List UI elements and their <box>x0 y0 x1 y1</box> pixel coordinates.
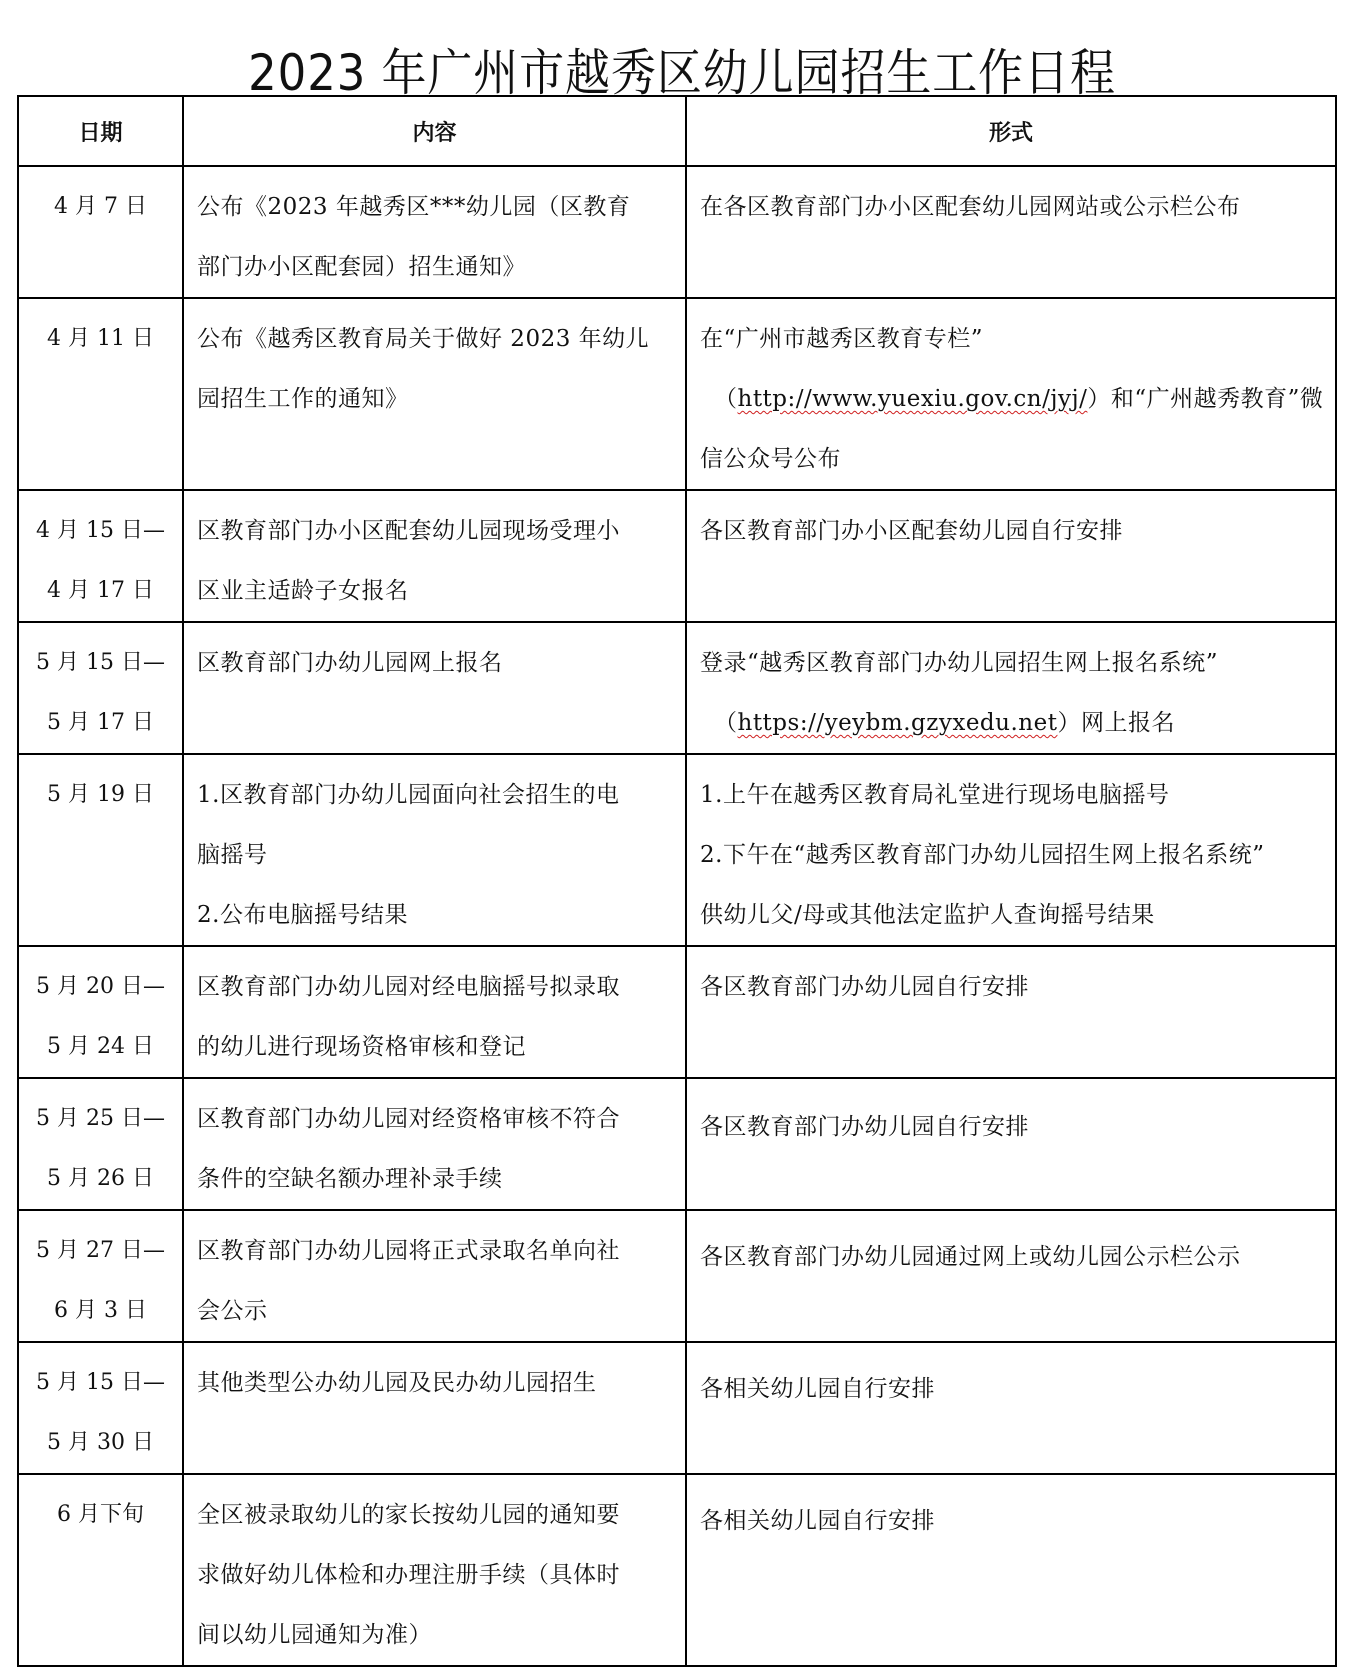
content-line: 区教育部门办幼儿园对经资格审核不符合 <box>197 1106 620 1132</box>
content-line: 部门办小区配套园）招生通知》 <box>197 254 526 280</box>
form-line: 1.上午在越秀区教育局礼堂进行现场电脑摇号 <box>700 782 1170 808</box>
table-row <box>18 1474 1336 1666</box>
content-line: 求做好幼儿体检和办理注册手续（具体时 <box>197 1562 620 1588</box>
form-line: 在各区教育部门办小区配套幼儿园网站或公示栏公布 <box>700 194 1241 220</box>
date-cell <box>18 1474 183 1666</box>
content-line: 2.公布电脑摇号结果 <box>197 902 408 928</box>
table-row <box>18 298 1336 490</box>
table-header-row <box>18 96 1336 166</box>
form-cell <box>686 946 1336 1078</box>
date-line: 5 月 26 日 <box>47 1166 154 1191</box>
form-cell <box>686 754 1336 946</box>
content-cell <box>183 754 686 946</box>
registration-system-url-link[interactable]: https://yeybm.gzyxedu.net <box>737 710 1058 736</box>
date-cell <box>18 166 183 298</box>
form-text: ）网上报名 <box>1057 710 1175 736</box>
content-cell <box>183 1474 686 1666</box>
content-line: 条件的空缺名额办理补录手续 <box>197 1166 503 1192</box>
date-cell <box>18 946 183 1078</box>
form-line: 登录“越秀区教育部门办幼儿园招生网上报名系统” <box>700 650 1219 676</box>
document-title: 2023 年广州市越秀区幼儿园招生工作日程 <box>248 43 1116 102</box>
open-paren: （ <box>714 710 738 736</box>
date-cell <box>18 1342 183 1474</box>
education-column-url-link[interactable]: http://www.yuexiu.gov.cn/jyj/ <box>737 386 1088 412</box>
date-line: 4 月 15 日— <box>36 518 165 543</box>
content-line: 的幼儿进行现场资格审核和登记 <box>197 1034 526 1060</box>
date-line: 5 月 30 日 <box>47 1430 154 1455</box>
form-line: 各区教育部门办幼儿园自行安排 <box>700 974 1029 1000</box>
date-line: 4 月 7 日 <box>54 194 147 219</box>
content-cell <box>183 166 686 298</box>
content-cell <box>183 298 686 490</box>
date-line: 4 月 17 日 <box>47 578 154 603</box>
form-line: 2.下午在“越秀区教育部门办幼儿园招生网上报名系统” <box>700 842 1265 868</box>
date-cell <box>18 490 183 622</box>
date-cell <box>18 754 183 946</box>
content-cell <box>183 1210 686 1342</box>
date-line: 5 月 27 日— <box>36 1238 165 1263</box>
date-line: 4 月 11 日 <box>47 326 154 351</box>
form-line: 信公众号公布 <box>700 446 841 472</box>
date-line: 6 月 3 日 <box>54 1298 147 1323</box>
date-line: 5 月 24 日 <box>47 1034 154 1059</box>
content-cell <box>183 1078 686 1210</box>
date-line: 5 月 20 日— <box>36 974 165 999</box>
form-cell <box>686 1474 1336 1666</box>
form-line: 在“广州市越秀区教育专栏” <box>700 326 984 352</box>
content-line: 间以幼儿园通知为准） <box>197 1622 432 1648</box>
form-line: 供幼儿父/母或其他法定监护人查询摇号结果 <box>700 902 1155 928</box>
date-cell <box>18 622 183 754</box>
date-line: 5 月 25 日— <box>36 1106 165 1131</box>
table-row <box>18 166 1336 298</box>
content-cell <box>183 946 686 1078</box>
content-cell <box>183 490 686 622</box>
content-line: 公布《越秀区教育局关于做好 2023 年幼儿 <box>197 326 650 352</box>
form-cell <box>686 490 1336 622</box>
content-line: 区教育部门办幼儿园将正式录取名单向社 <box>197 1238 620 1264</box>
form-cell <box>686 1078 1336 1210</box>
date-cell <box>18 1210 183 1342</box>
table-row <box>18 622 1336 754</box>
form-line <box>700 693 1327 753</box>
content-line: 公布《2023 年越秀区***幼儿园（区教育 <box>197 194 631 220</box>
open-paren: （ <box>714 386 738 412</box>
content-line: 区教育部门办幼儿园对经电脑摇号拟录取 <box>197 974 620 1000</box>
content-cell <box>183 622 686 754</box>
content-line: 区教育部门办小区配套幼儿园现场受理小 <box>197 518 620 544</box>
date-line: 5 月 19 日 <box>47 782 154 807</box>
content-line: 会公示 <box>197 1298 268 1324</box>
form-line: 各相关幼儿园自行安排 <box>700 1508 935 1534</box>
form-line: 各区教育部门办小区配套幼儿园自行安排 <box>700 518 1123 544</box>
date-cell <box>18 1078 183 1210</box>
content-line: 脑摇号 <box>197 842 268 868</box>
table-row <box>18 1342 1336 1474</box>
table-row <box>18 1210 1336 1342</box>
table-row <box>18 754 1336 946</box>
date-line: 5 月 15 日— <box>36 650 165 675</box>
table-row <box>18 1078 1336 1210</box>
content-line: 其他类型公办幼儿园及民办幼儿园招生 <box>197 1370 597 1396</box>
form-cell <box>686 1210 1336 1342</box>
form-line <box>700 369 1327 429</box>
content-line: 1.区教育部门办幼儿园面向社会招生的电 <box>197 782 620 808</box>
form-cell <box>686 1342 1336 1474</box>
header-content: 内容 <box>183 96 686 166</box>
header-form: 形式 <box>686 96 1336 166</box>
content-line: 园招生工作的通知》 <box>197 386 409 412</box>
date-line: 5 月 17 日 <box>47 710 154 735</box>
form-cell <box>686 622 1336 754</box>
form-line: 各相关幼儿园自行安排 <box>700 1376 935 1402</box>
content-line: 全区被录取幼儿的家长按幼儿园的通知要 <box>197 1502 620 1528</box>
content-line: 区业主适龄子女报名 <box>197 578 409 604</box>
form-text: ）和“广州越秀教育”微 <box>1087 386 1324 412</box>
table-row <box>18 946 1336 1078</box>
form-line: 各区教育部门办幼儿园通过网上或幼儿园公示栏公示 <box>700 1244 1241 1270</box>
header-date: 日期 <box>18 96 183 166</box>
date-line: 6 月下旬 <box>57 1502 144 1527</box>
content-line: 区教育部门办幼儿园网上报名 <box>197 650 503 676</box>
form-line: 各区教育部门办幼儿园自行安排 <box>700 1114 1029 1140</box>
form-cell <box>686 166 1336 298</box>
form-cell <box>686 298 1336 490</box>
date-cell <box>18 298 183 490</box>
schedule-table <box>17 95 1337 1667</box>
content-cell <box>183 1342 686 1474</box>
date-line: 5 月 15 日— <box>36 1370 165 1395</box>
table-row <box>18 490 1336 622</box>
